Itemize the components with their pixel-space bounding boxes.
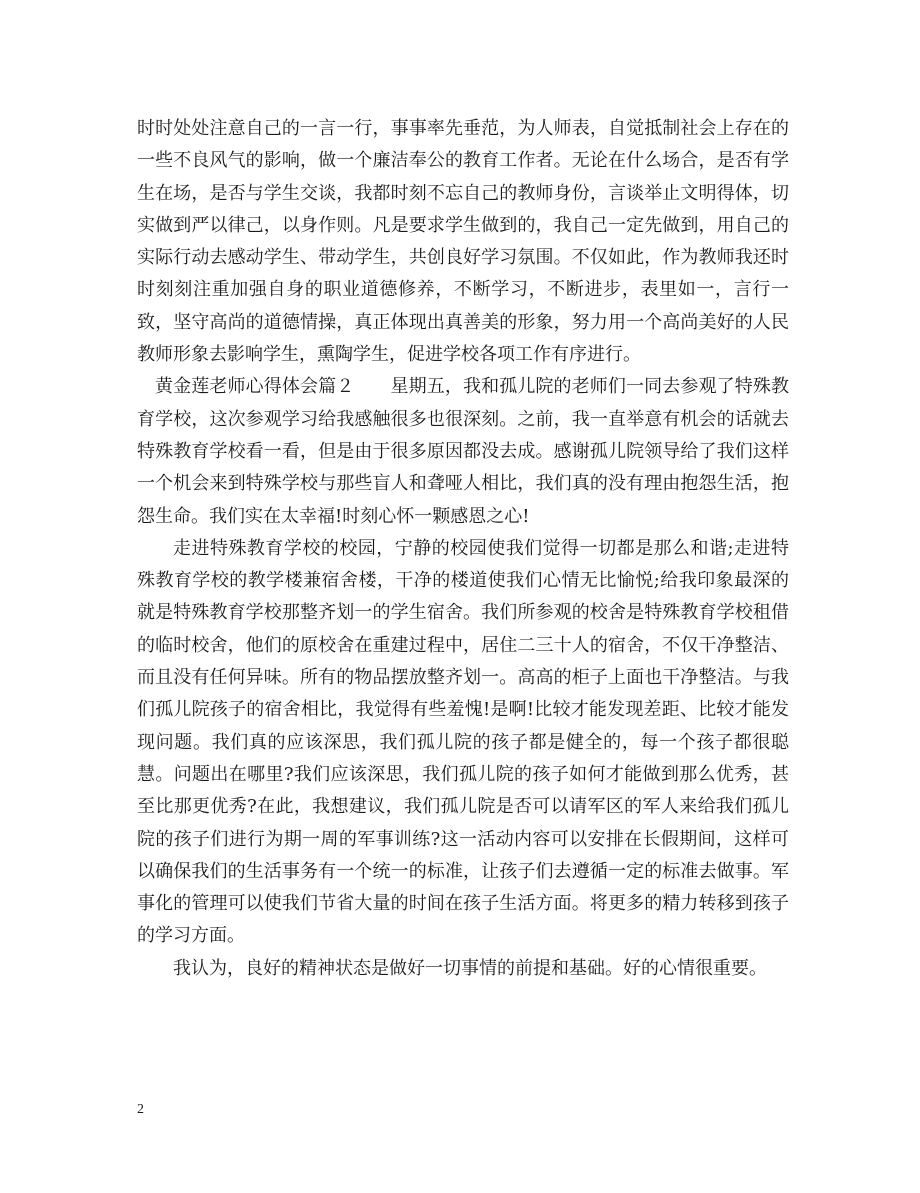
body-text (137, 113, 789, 985)
section-title: 黄金莲老师心得体会篇２ (155, 376, 355, 398)
paragraph-2-text: 星期五，我和孤儿院的老师们一同去参观了特殊教育学校，这次参观学习给我感触很多也很深刻。之前，我一直举意有机会的话就去特殊教育学校看一看，但是由于很多原因都没去成。感谢孤儿院领导给了我们这样一个机会来到特殊学校与那些盲人和聋哑人相比，我们真的没有理由抱怨生活，抱怨生命。我们实在太幸福!时刻心怀一颗感恩之心! (137, 376, 790, 527)
paragraph-3: 走进特殊教育学校的校园，宁静的校园使我们觉得一切都是那么和谐;走进特殊教育学校的教学楼兼宿舍楼，干净的楼道使我们心情无比愉悦;给我印象最深的就是特殊教育学校那整齐划一的学生宿舍。我们所参观的校舍是特殊教育学校租借的临时校舍，他们的原校舍在重建过程中，居住二三十人的宿舍，不仅干净整洁、而且没有任何异味。所有的物品摆放整齐划一。高高的柜子上面也干净整洁。与我们孤儿院孩子的宿舍相比，我觉得有些羞愧!是啊!比较才能发现差距、比较才能发现问题。我们真的应该深思，我们孤儿院的孩子都是健全的，每一个孩子都很聪慧。问题出在哪里?我们应该深思，我们孤儿院的孩子如何才能做到那么优秀，甚至比那更优秀?在此，我想建议，我们孤儿院是否可以请军区的军人来给我们孤儿院的孩子们进行为期一周的军事训练?这一活动内容可以安排在长假期间，这样可以确保我们的生活事务有一个统一的标准，让孩子们去遵循一定的标准去做事。军事化的管理可以使我们节省大量的时间在孩子生活方面。将更多的精力转移到孩子的学习方面。 (137, 537, 789, 947)
page-number: 2 (137, 1102, 144, 1117)
paragraph-2 (137, 371, 789, 532)
paragraph-4: 我认为，良好的精神状态是做好一切事情的前提和基础。好的心情很重要。 (173, 957, 767, 979)
paragraph-1: 时时处处注意自己的一言一行，事事率先垂范，为人师表，自觉抵制社会上存在的一些不良风气的影响，做一个廉洁奉公的教育工作者。无论在什么场合，是否有学生在场，是否与学生交谈，我都时刻不忘自己的教师身份，言谈举止文明得体，切实做到严以律己，以身作则。凡是要求学生做到的，我自己一定先做到，用自己的实际行动去感动学生、带动学生，共创良好学习氛围。不仅如此，作为教师我还时时刻刻注重加强自身的职业道德修养，不断学习，不断进步，表里如一，言行一致，坚守高尚的道德情操，真正体现出真善美的形象，努力用一个高尚美好的人民教师形象去影响学生，熏陶学生，促进学校各项工作有序进行。 (137, 118, 789, 366)
